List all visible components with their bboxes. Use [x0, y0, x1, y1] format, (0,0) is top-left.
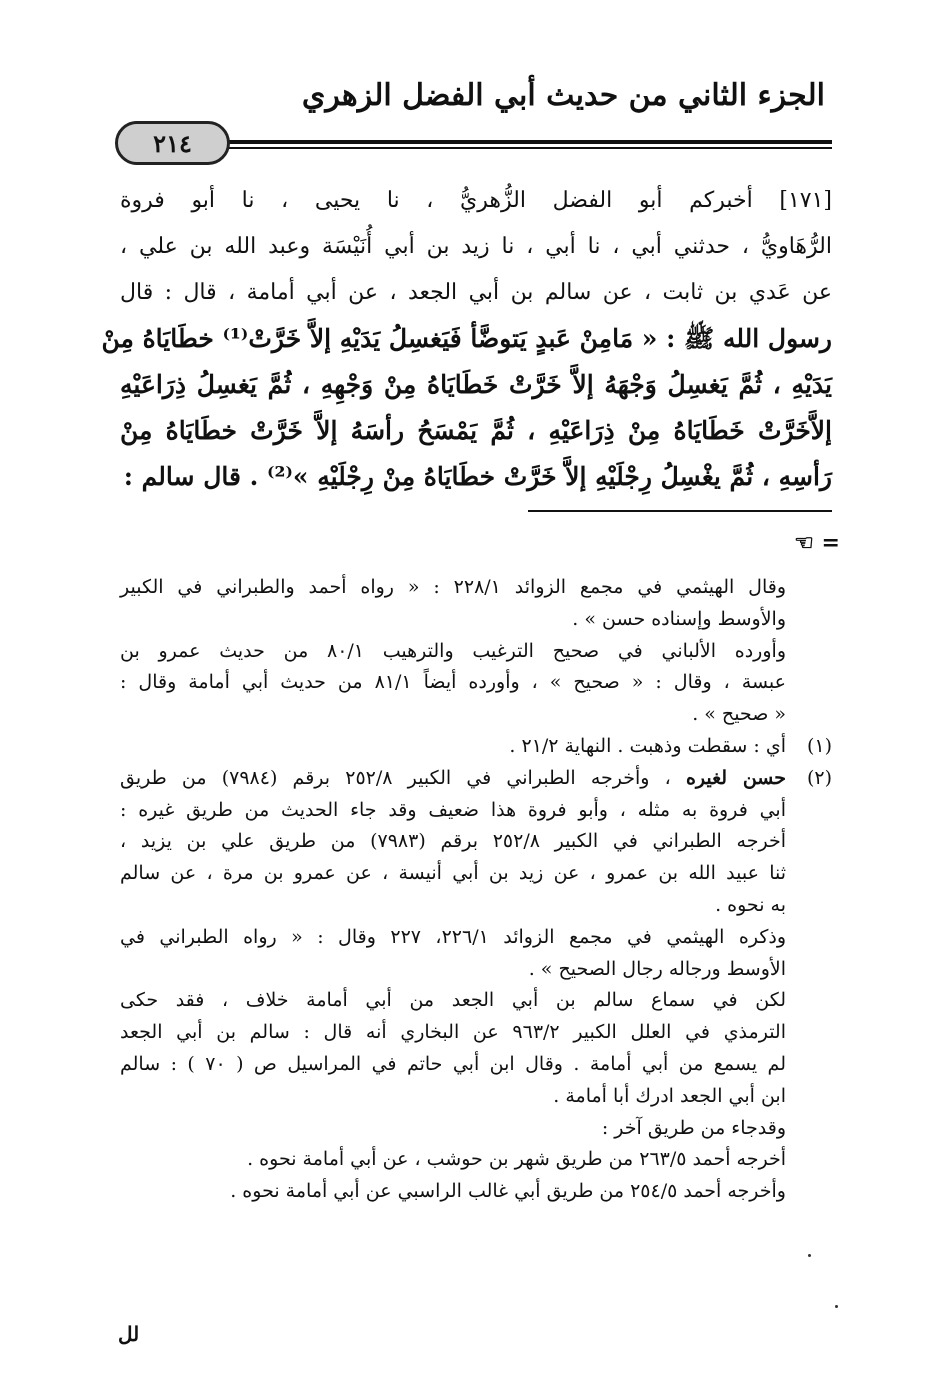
hadith-line: إلاَّخَرَّتْ خَطَايَاهُ مِنْ ذِرَاعَيْهِ ، ثُمَّ يَمْسَحُ رأسَهُ إلاَّ خَرَّتْ خطَايَاهُ مِنْ — [120, 416, 832, 445]
footnote-text: أي : سقطت وذهبت . النهاية ٢١/٢ . — [509, 734, 786, 757]
footnote-2 — [120, 763, 832, 795]
running-header-title: الجزء الثاني من حديث أبي الفضل الزهري — [301, 78, 825, 113]
main-line: عن عَدي بن ثابت ، عن سالم بن أبي الجعد ، عن أبي أمامة ، قال : قال — [120, 280, 832, 305]
main-line: الرُّهَاويُّ ، حدثني أبي ، نا أبي ، نا زيد بن أبي أُنَيْسَة وعبد الله بن علي ، — [120, 234, 832, 259]
page-number: ٢١٤ — [153, 128, 192, 158]
main-text — [101, 178, 832, 500]
header-rule — [200, 140, 832, 144]
footnote-line: لكن في سماع سالم بن أبي الجعد من أبي أمامة خلاف ، فقد حكى — [120, 989, 786, 1012]
footnote-line: أخرجه أحمد ٢٦٣/٥ من طريق شهر بن حوشب ، عن أبي أمامة نحوه . — [247, 1148, 786, 1171]
hadith-line: رسول الله ﷺ : « مَامِنْ عَبدٍ يَتوضَّأ فَيَغسِلُ يَدَيْهِ إلاَّ خَرَّتْ⁽¹⁾ خطَايَاهُ مِنْ — [101, 324, 832, 353]
footnote-line: وذكره الهيثمي في مجمع الزوائد ٢٢٦/١، ٢٢٧ وقال : « رواه الطبراني في — [120, 925, 787, 948]
footnote-line: به نحوه . — [715, 893, 786, 916]
footnote-line: أبي فروة به مثله ، وأبو فروة هذا ضعيف وقد جاء الحديث من طريق غيره : — [120, 798, 786, 821]
hadith-grade: حسن لغيره — [685, 766, 786, 789]
hadith-line: رَأسِهِ ، ثُمَّ يغْسِلُ رِجْلَيْهِ إلاَّ خَرَّتْ خطَايَاهُ مِنْ رِجْلَيْهِ »⁽²⁾ . قال سالم : — [123, 462, 832, 491]
continuation-mark: = ☜ — [794, 530, 840, 556]
main-line: [١٧١] أخبركم أبو الفضل الزُّهريُّ ، نا يحيى ، نا أبو فروة — [120, 188, 832, 213]
footnote-1 — [120, 731, 832, 763]
hadith-line: يَدَيْهِ ، ثُمَّ يَغسِلُ وَجْهَهُ إلاَّ خَرَّتْ خَطَايَاهُ مِنْ وَجْهِهِ ، ثُمَّ يَغسِلُ ذِرَاعَيْهِ — [120, 370, 832, 399]
footnote-line: عبسة ، وقال : « صحيح » ، وأورده أيضاً ٨١/١ من حديث أبي أمامة وقال : — [120, 671, 786, 694]
footnote-separator — [528, 510, 832, 512]
footnote-line: وأورده الألباني في صحيح الترغيب والترهيب ٨٠/١ من حديث عمرو بن — [120, 639, 786, 662]
footnote-line: وقدجاء من طريق آخر : — [601, 1116, 786, 1139]
footnote-line: « صحيح » . — [692, 703, 786, 726]
footnote-line: لم يسمع من أبي أمامة . وقال ابن أبي حاتم في المراسيل ص ( ٧٠ ) : سالم — [120, 1052, 786, 1075]
header-rule-thin — [200, 147, 832, 149]
footnote-line: وأخرجه أحمد ٢٥٤/٥ من طريق أبي غالب الراسبي عن أبي أمامة نحوه . — [230, 1180, 786, 1203]
ink-speck — [808, 1254, 811, 1257]
footnote-line: ثنا عبيد الله بن عمرو ، عن زيد بن أبي أنيسة ، عن عمرو بن مرة ، عن سالم — [120, 862, 786, 885]
footnote-line: الترمذي في العلل الكبير ٩٦٣/٢ عن البخاري أنه قال : سالم بن أبي الجعد — [120, 1021, 786, 1044]
footnote-line: وقال الهيثمي في مجمع الزوائد ٢٢٨/١ : « رواه أحمد والطبراني في الكبير — [120, 576, 786, 598]
page-number-badge — [115, 121, 230, 165]
footnotes — [120, 572, 832, 1208]
footer-mark: لل — [118, 1322, 140, 1346]
footnote-line: أخرجه الطبراني في الكبير ٢٥٢/٨ برقم (٧٩٨٣) من طريق علي بن يزيد ، — [120, 830, 786, 853]
footnote-line: الأوسط ورجاله رجال الصحيح » . — [528, 957, 786, 980]
ink-speck — [835, 1305, 838, 1308]
footnote-number: (١) — [806, 734, 832, 757]
footnote-line: ابن أبي الجعد ادرك أبا أمامة . — [553, 1084, 786, 1107]
footnote-line: والأوسط وإسناده حسن » . — [572, 607, 786, 630]
footnote-text: ، وأخرجه الطبراني في الكبير ٢٥٢/٨ برقم (٧٩٨٤) من طريق — [120, 766, 671, 789]
footnote-number: (٢) — [806, 766, 832, 789]
